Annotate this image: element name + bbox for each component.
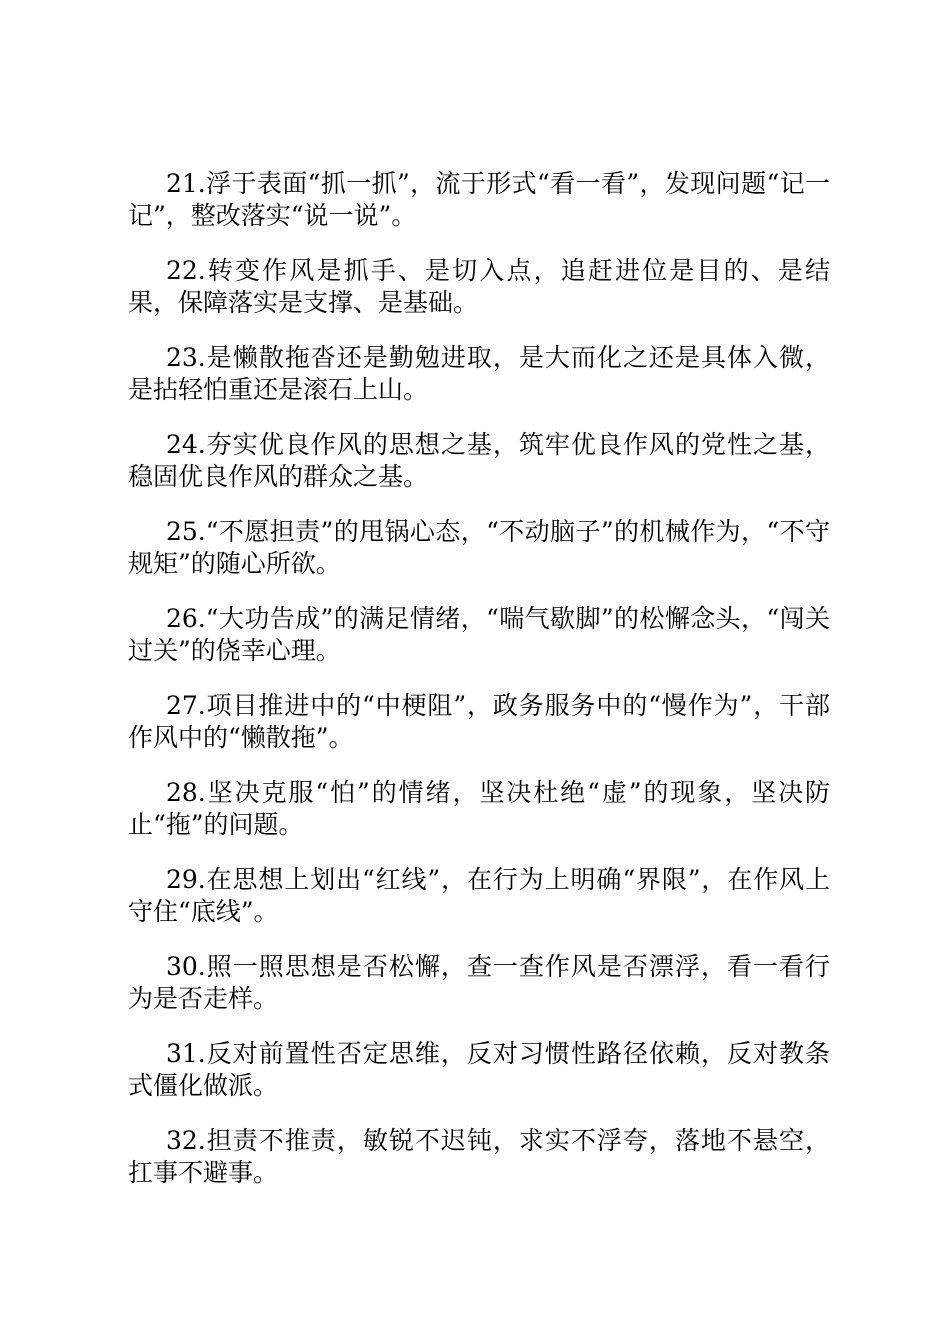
paragraph-22: 22.转变作风是抓手、是切入点，追赶进位是目的、是结果，保障落实是支撑、是基础。 [128,256,830,317]
paragraph-24: 24.夯实优良作风的思想之基，筑牢优良作风的党性之基，稳固优良作风的群众之基。 [128,430,830,491]
paragraph-30: 30.照一照思想是否松懈，查一查作风是否漂浮，看一看行为是否走样。 [128,952,830,1013]
paragraph-26: 26.“大功告成”的满足情绪，“喘气歇脚”的松懈念头，“闯关过关”的侥幸心理。 [128,604,830,665]
document-body [128,168,830,1212]
paragraph-25: 25.“不愿担责”的甩锅心态，“不动脑子”的机械作为，“不守规矩”的随心所欲。 [128,517,830,578]
paragraph-31: 31.反对前置性否定思维，反对习惯性路径依赖，反对教条式僵化做派。 [128,1039,830,1100]
paragraph-27: 27.项目推进中的“中梗阻”，政务服务中的“慢作为”，干部作风中的“懒散拖”。 [128,691,830,752]
paragraph-28: 28.坚决克服“怕”的情绪，坚决杜绝“虚”的现象，坚决防止“拖”的问题。 [128,778,830,839]
paragraph-29: 29.在思想上划出“红线”，在行为上明确“界限”，在作风上守住“底线”。 [128,865,830,926]
paragraph-23: 23.是懒散拖沓还是勤勉进取，是大而化之还是具体入微，是拈轻怕重还是滚石上山。 [128,343,830,404]
paragraph-32: 32.担责不推责，敏锐不迟钝，求实不浮夸，落地不悬空，扛事不避事。 [128,1126,830,1187]
paragraph-21: 21.浮于表面“抓一抓”，流于形式“看一看”，发现问题“记一记”，整改落实“说一说”。 [128,169,830,230]
